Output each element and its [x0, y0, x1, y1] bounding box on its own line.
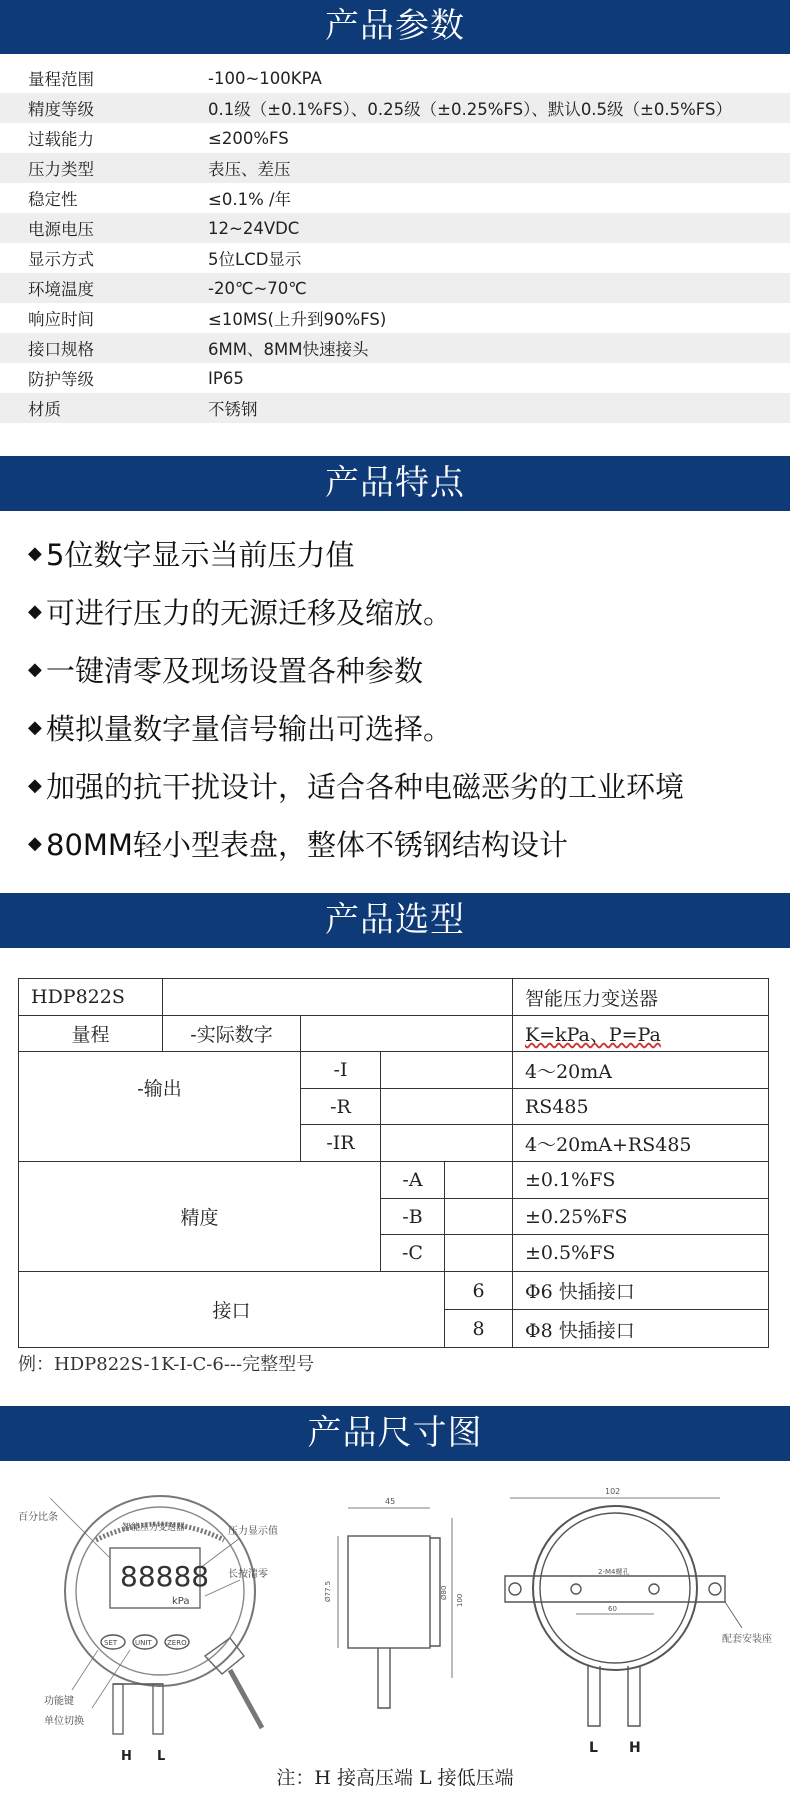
- features-list: [28, 524, 788, 872]
- accuracy-desc-cell: ±0.1%FS: [513, 1162, 769, 1199]
- param-value: -100~100KPA: [208, 68, 322, 88]
- port-desc-cell: Φ6 快插接口: [513, 1272, 769, 1310]
- port-note: 注：H 接高压端 L 接低压端: [276, 1767, 514, 1789]
- output-code-cell: -IR: [301, 1125, 381, 1162]
- param-value: 不锈钢: [208, 400, 258, 419]
- pressure-value-label: 压力显示值: [228, 1526, 278, 1537]
- port-label-cell: 接口: [19, 1272, 445, 1348]
- port-l-label: L: [157, 1749, 166, 1764]
- param-row: [0, 363, 790, 393]
- param-row: [0, 183, 790, 213]
- blank-cell: [163, 979, 513, 1016]
- param-key: 压力类型: [28, 160, 94, 179]
- param-row: [0, 303, 790, 333]
- side-view-text: [324, 1497, 464, 1607]
- side-dia1-label: Ø77.5: [324, 1580, 332, 1602]
- param-key: 稳定性: [28, 190, 78, 209]
- feature-item: [28, 582, 788, 640]
- port-h-label: H: [121, 1749, 132, 1764]
- bullet-icon: ◆: [28, 832, 42, 854]
- side-dia2-label: Ø80: [440, 1585, 448, 1600]
- side-width-label: 45: [385, 1497, 396, 1506]
- accuracy-code-cell: -B: [381, 1199, 445, 1235]
- param-row: [0, 393, 790, 423]
- feature-item: [28, 524, 788, 582]
- bracket-label: 配套安装座: [722, 1634, 772, 1645]
- feature-text: 一键清零及现场设置各种参数: [46, 653, 424, 688]
- blank-cell: [445, 1162, 513, 1199]
- bullet-icon: ◆: [28, 716, 42, 738]
- param-key: 响应时间: [28, 310, 94, 329]
- feature-text: 模拟量数字量信号输出可选择。: [46, 711, 453, 746]
- features-section-title: 产品特点: [0, 456, 790, 511]
- output-code-cell: -I: [301, 1052, 381, 1089]
- range-label-cell: 量程: [19, 1016, 163, 1052]
- accuracy-desc-cell: ±0.25%FS: [513, 1199, 769, 1235]
- output-code-cell: -R: [301, 1089, 381, 1125]
- model-desc-cell: 智能压力变送器: [513, 979, 769, 1016]
- param-key: 接口规格: [28, 340, 94, 359]
- long-press-label: 长按清零: [228, 1569, 268, 1580]
- model-code-cell: HDP822S: [19, 979, 163, 1016]
- dimension-drawings: [0, 1478, 790, 1778]
- params-table: [0, 63, 790, 423]
- param-value: ≤10MS(上升到90%FS): [208, 310, 387, 329]
- param-value: ≤200%FS: [208, 128, 289, 148]
- back-port-l-label: L: [589, 1740, 598, 1756]
- lcd-unit: kPa: [172, 1596, 190, 1607]
- feature-text: 可进行压力的无源迁移及缩放。: [46, 595, 453, 630]
- feature-text: 加强的抗干扰设计，适合各种电磁恶劣的工业环境: [46, 769, 685, 804]
- feature-item: [28, 640, 788, 698]
- blank-cell: [381, 1052, 513, 1089]
- param-key: 材质: [28, 400, 61, 419]
- param-key: 精度等级: [28, 100, 94, 119]
- selection-section-title: 产品选型: [0, 893, 790, 948]
- output-desc-cell: 4～20mA: [513, 1052, 769, 1089]
- back-view: [505, 1498, 742, 1726]
- blank-cell: [301, 1016, 513, 1052]
- accuracy-code-cell: -A: [381, 1162, 445, 1199]
- blank-cell: [445, 1235, 513, 1272]
- param-value: ≤0.1% /年: [208, 190, 292, 209]
- range-desc-text: K=kPa、P=Pa: [525, 1024, 661, 1046]
- unit-switch-label: 单位切换: [44, 1716, 84, 1727]
- param-key: 防护等级: [28, 370, 94, 389]
- back-port-h-label: H: [629, 1740, 641, 1756]
- accuracy-desc-cell: ±0.5%FS: [513, 1235, 769, 1272]
- back-view-text: [589, 1487, 772, 1756]
- param-value: 表压、差压: [208, 160, 291, 179]
- blank-cell: [381, 1089, 513, 1125]
- feature-item: [28, 698, 788, 756]
- feature-item: [28, 814, 788, 872]
- param-value: 5位LCD显示: [208, 250, 302, 269]
- param-key: 量程范围: [28, 70, 94, 89]
- param-row: [0, 333, 790, 363]
- dimensions-section-title: 产品尺寸图: [0, 1406, 790, 1461]
- back-holes-label: 2-M4螺孔: [598, 1568, 630, 1576]
- unit-button: UNIT: [135, 1639, 152, 1647]
- device-name-label: 智能压力变送器: [122, 1523, 186, 1533]
- selection-table: [18, 978, 769, 1348]
- set-button: SET: [104, 1639, 118, 1647]
- bullet-icon: ◆: [28, 774, 42, 796]
- param-row: [0, 63, 790, 93]
- side-view: [338, 1508, 452, 1708]
- param-value: IP65: [208, 368, 244, 388]
- range-desc-cell: [513, 1016, 769, 1052]
- port-code-cell: 8: [445, 1310, 513, 1348]
- bullet-icon: ◆: [28, 658, 42, 680]
- accuracy-label-cell: 精度: [19, 1162, 381, 1272]
- blank-cell: [445, 1199, 513, 1235]
- param-key: 电源电压: [28, 220, 94, 239]
- model-example: 例：HDP822S-1K-I-C-6---完整型号: [18, 1354, 315, 1375]
- param-key: 显示方式: [28, 250, 94, 269]
- param-value: 0.1级（±0.1%FS）、0.25级（±0.25%FS）、默认0.5级（±0.5%FS）: [208, 100, 732, 119]
- function-key-label: 功能键: [44, 1696, 74, 1707]
- bullet-icon: ◆: [28, 600, 42, 622]
- param-value: -20℃~70℃: [208, 278, 307, 298]
- percent-bar-label: 百分比条: [18, 1512, 58, 1523]
- back-pitch-label: 60: [608, 1605, 617, 1613]
- zero-button: ZERO: [167, 1639, 187, 1647]
- param-key: 环境温度: [28, 280, 94, 299]
- lcd-value: 88888: [120, 1560, 210, 1593]
- params-section-title: 产品参数: [0, 0, 790, 54]
- param-row: [0, 273, 790, 303]
- param-row: [0, 153, 790, 183]
- param-value: 12~24VDC: [208, 218, 300, 238]
- accuracy-code-cell: -C: [381, 1235, 445, 1272]
- output-desc-cell: RS485: [513, 1089, 769, 1125]
- output-desc-cell: 4～20mA+RS485: [513, 1125, 769, 1162]
- output-label-cell: -输出: [19, 1052, 301, 1162]
- feature-item: [28, 756, 788, 814]
- param-row: [0, 93, 790, 123]
- param-value: 6MM、8MM快速接头: [208, 340, 369, 359]
- side-height-label: 100: [456, 1593, 464, 1607]
- back-width-label: 102: [605, 1487, 621, 1496]
- port-desc-cell: Φ8 快插接口: [525, 1319, 635, 1342]
- port-code-cell: 6: [445, 1272, 513, 1310]
- param-key: 过载能力: [28, 130, 94, 149]
- param-row: [0, 123, 790, 153]
- bullet-icon: ◆: [28, 542, 42, 564]
- range-code-cell: -实际数字: [163, 1016, 301, 1052]
- feature-text: 5位数字显示当前压力值: [46, 537, 355, 572]
- param-row: [0, 243, 790, 273]
- blank-cell: [381, 1125, 513, 1162]
- feature-text: 80MM轻小型表盘，整体不锈钢结构设计: [46, 827, 568, 862]
- param-row: [0, 213, 790, 243]
